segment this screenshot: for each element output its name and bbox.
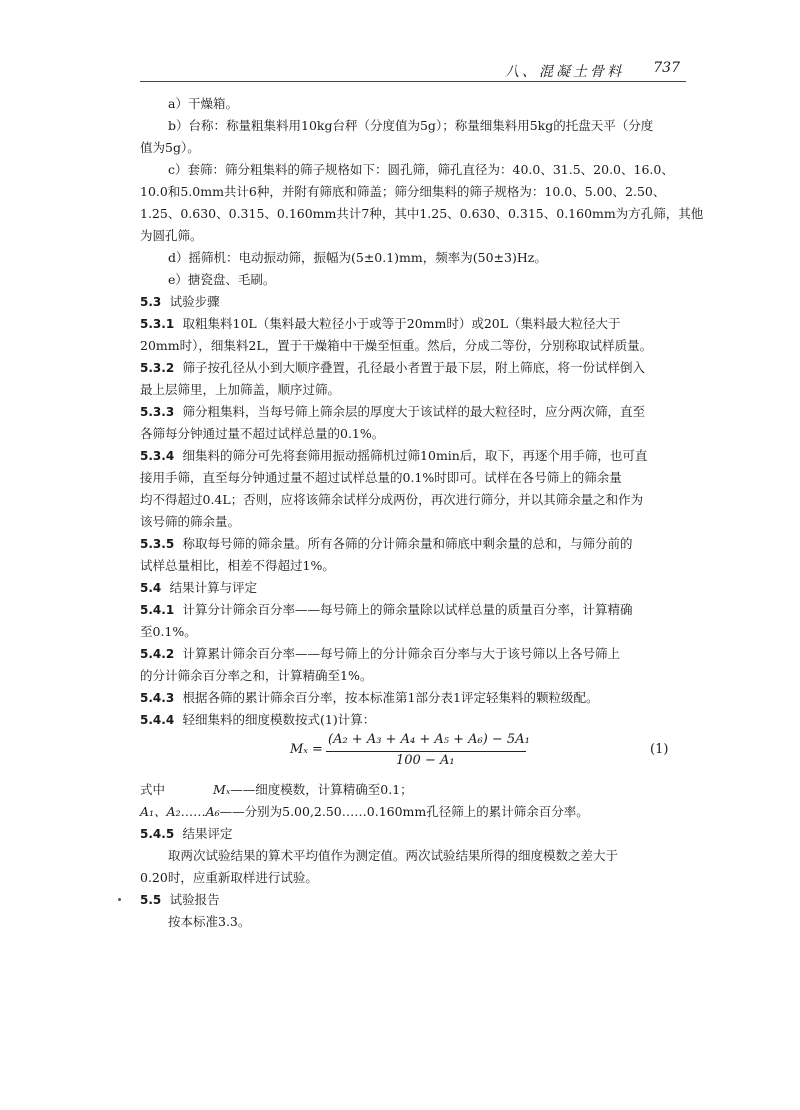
clause-text: 按本标准3.3。 xyxy=(168,914,251,929)
clause-number: 5.4.5 xyxy=(140,827,175,841)
clause-5-3-3 xyxy=(140,402,645,420)
where-prefix: 式中 xyxy=(140,782,166,797)
clause-5-4-4 xyxy=(140,710,375,728)
clause-text-cont: 试样总量相比，相差不得超过1%。 xyxy=(140,558,335,573)
section-number: 5.5 xyxy=(140,893,162,907)
list-item-c: c）套筛：筛分粗集料的筛子规格如下：圆孔筛，筛孔直径为：40.0、31.5、20.0、16.0、 xyxy=(168,162,674,177)
clause-text-cont: 最上层筛里，上加筛盖，顺序过筛。 xyxy=(140,382,341,397)
clause-text-cont: 的分计筛余百分率之和，计算精确至1%。 xyxy=(140,668,373,683)
clause-text: 计算累计筛余百分率——每号筛上的分计筛余百分率与大于该号筛以上各号筛上 xyxy=(182,646,621,661)
list-item-c-cont: 为圆孔筛。 xyxy=(140,228,203,243)
list-item-a: a）干燥箱。 xyxy=(168,96,238,111)
clause-text: 细集料的筛分可先将套筛用振动摇筛机过筛10min后，取下，再逐个用手筛，也可直 xyxy=(182,448,648,463)
formula-number: (1) xyxy=(650,742,669,757)
where-line-mx xyxy=(140,780,413,798)
list-item-b-cont: 值为5g）。 xyxy=(140,140,200,155)
clause-text: 轻细集料的细度模数按式(1)计算： xyxy=(182,712,376,727)
section-title: 结果计算与评定 xyxy=(169,580,258,595)
clause-5-4-2 xyxy=(140,644,620,662)
clause-5-4-1 xyxy=(140,600,633,618)
clause-text: 取粗集料10L（集料最大粒径小于或等于20mm时）或20L（集料最大粒径大于 xyxy=(182,316,621,331)
clause-5-3-1 xyxy=(140,314,621,332)
section-title: 试验步骤 xyxy=(169,294,220,309)
list-item-b: b）台称：称量粗集料用10kg台秤（分度值为5g）；称量细集料用5kg的托盘天平（分度 xyxy=(168,118,654,133)
clause-5-3-5 xyxy=(140,534,633,552)
clause-5-4-5 xyxy=(140,824,233,842)
fineness-modulus-formula xyxy=(290,732,730,776)
clause-text: 筛子按孔径从小到大顺序叠置，孔径最小者置于最下层，附上筛底，将一份试样倒入 xyxy=(182,360,646,375)
clause-title: 结果评定 xyxy=(182,826,233,841)
list-item-d: d）摇筛机：电动振动筛，振幅为(5±0.1)mm，频率为(50±3)Hz。 xyxy=(168,250,547,265)
symbol-mx-definition: ——细度模数，计算精确至0.1； xyxy=(230,782,413,797)
clause-number: 5.4.4 xyxy=(140,713,175,727)
clause-5-3-2 xyxy=(140,358,645,376)
clause-text: 计算分计筛余百分率——每号筛上的筛余量除以试样总量的质量百分率，计算精确 xyxy=(182,602,633,617)
clause-text-cont: 20mm时），细集料2L，置于干燥箱中干燥至恒重。然后，分成二等份，分别称取试样质量。 xyxy=(140,338,653,353)
section-heading-5-4 xyxy=(140,578,257,596)
clause-text-cont: 接用手筛，直至每分钟通过量不超过试样总量的0.1%时即可。试样在各号筛上的筛余量 xyxy=(140,470,622,485)
header-rule xyxy=(140,81,686,82)
clause-text: 根据各筛的累计筛余百分率，按本标准第1部分表1评定轻集料的颗粒级配。 xyxy=(182,690,599,705)
clause-number: 5.4.1 xyxy=(140,603,175,617)
scan-speck xyxy=(118,898,121,901)
list-item-c-cont: 10.0和5.0mm共计6种，并附有筛底和筛盖；筛分细集料的筛子规格为：10.0、5.00、2.50、 xyxy=(140,184,666,199)
section-number: 5.3 xyxy=(140,295,162,309)
symbol-mx: Mₓ xyxy=(213,782,231,797)
clause-5-4-3 xyxy=(140,688,598,706)
list-item-e: e）搪瓷盘、毛刷。 xyxy=(168,272,276,287)
clause-number: 5.3.2 xyxy=(140,361,175,375)
formula-lhs: Mₓ = xyxy=(290,742,323,757)
clause-5-3-4 xyxy=(140,446,647,464)
page-number: 737 xyxy=(653,60,680,76)
clause-text: 称取每号筛的筛余量。所有各筛的分计筛余量和筛底中剩余量的总和，与筛分前的 xyxy=(182,536,633,551)
clause-text-cont: 各筛每分钟通过量不超过试样总量的0.1%。 xyxy=(140,426,385,441)
symbol-a-definition: ——分别为5.00,2.50……0.160mm孔径筛上的累计筛余百分率。 xyxy=(219,804,589,819)
clause-text: 取两次试验结果的算术平均值作为测定值。两次试验结果所得的细度模数之差大于 xyxy=(168,848,619,863)
clause-number: 5.4.3 xyxy=(140,691,175,705)
clause-text: 筛分粗集料，当每号筛上筛余层的厚度大于该试样的最大粒径时，应分两次筛，直至 xyxy=(182,404,646,419)
clause-number: 5.3.4 xyxy=(140,449,175,463)
chapter-title: 八、混凝土骨料 xyxy=(505,64,624,80)
section-heading-5-5 xyxy=(140,890,220,908)
clause-number: 5.3.5 xyxy=(140,537,175,551)
clause-number: 5.3.3 xyxy=(140,405,175,419)
symbol-a: A₁、A₂……A₆ xyxy=(140,804,220,819)
clause-number: 5.4.2 xyxy=(140,647,175,661)
clause-text-cont: 均不得超过0.4L；否则，应将该筛余试样分成两份，再次进行筛分，并以其筛余量之和作为 xyxy=(140,492,644,507)
clause-text-cont: 至0.1%。 xyxy=(140,624,197,639)
list-item-c-cont: 1.25、0.630、0.315、0.160mm共计7种，其中1.25、0.630、0.315、0.160mm为方孔筛，其他 xyxy=(140,206,704,221)
section-title: 试验报告 xyxy=(169,892,220,907)
clause-text-cont: 0.20时，应重新取样进行试验。 xyxy=(140,870,318,885)
fraction-bar xyxy=(326,751,526,752)
section-heading-5-3 xyxy=(140,292,220,310)
where-line-a xyxy=(140,802,589,820)
clause-text-cont: 该号筛的筛余量。 xyxy=(140,514,241,529)
formula-numerator: (A₂ + A₃ + A₄ + A₅ + A₆) − 5A₁ xyxy=(328,732,530,747)
formula-denominator: 100 − A₁ xyxy=(396,753,455,768)
clause-number: 5.3.1 xyxy=(140,317,175,331)
section-number: 5.4 xyxy=(140,581,162,595)
